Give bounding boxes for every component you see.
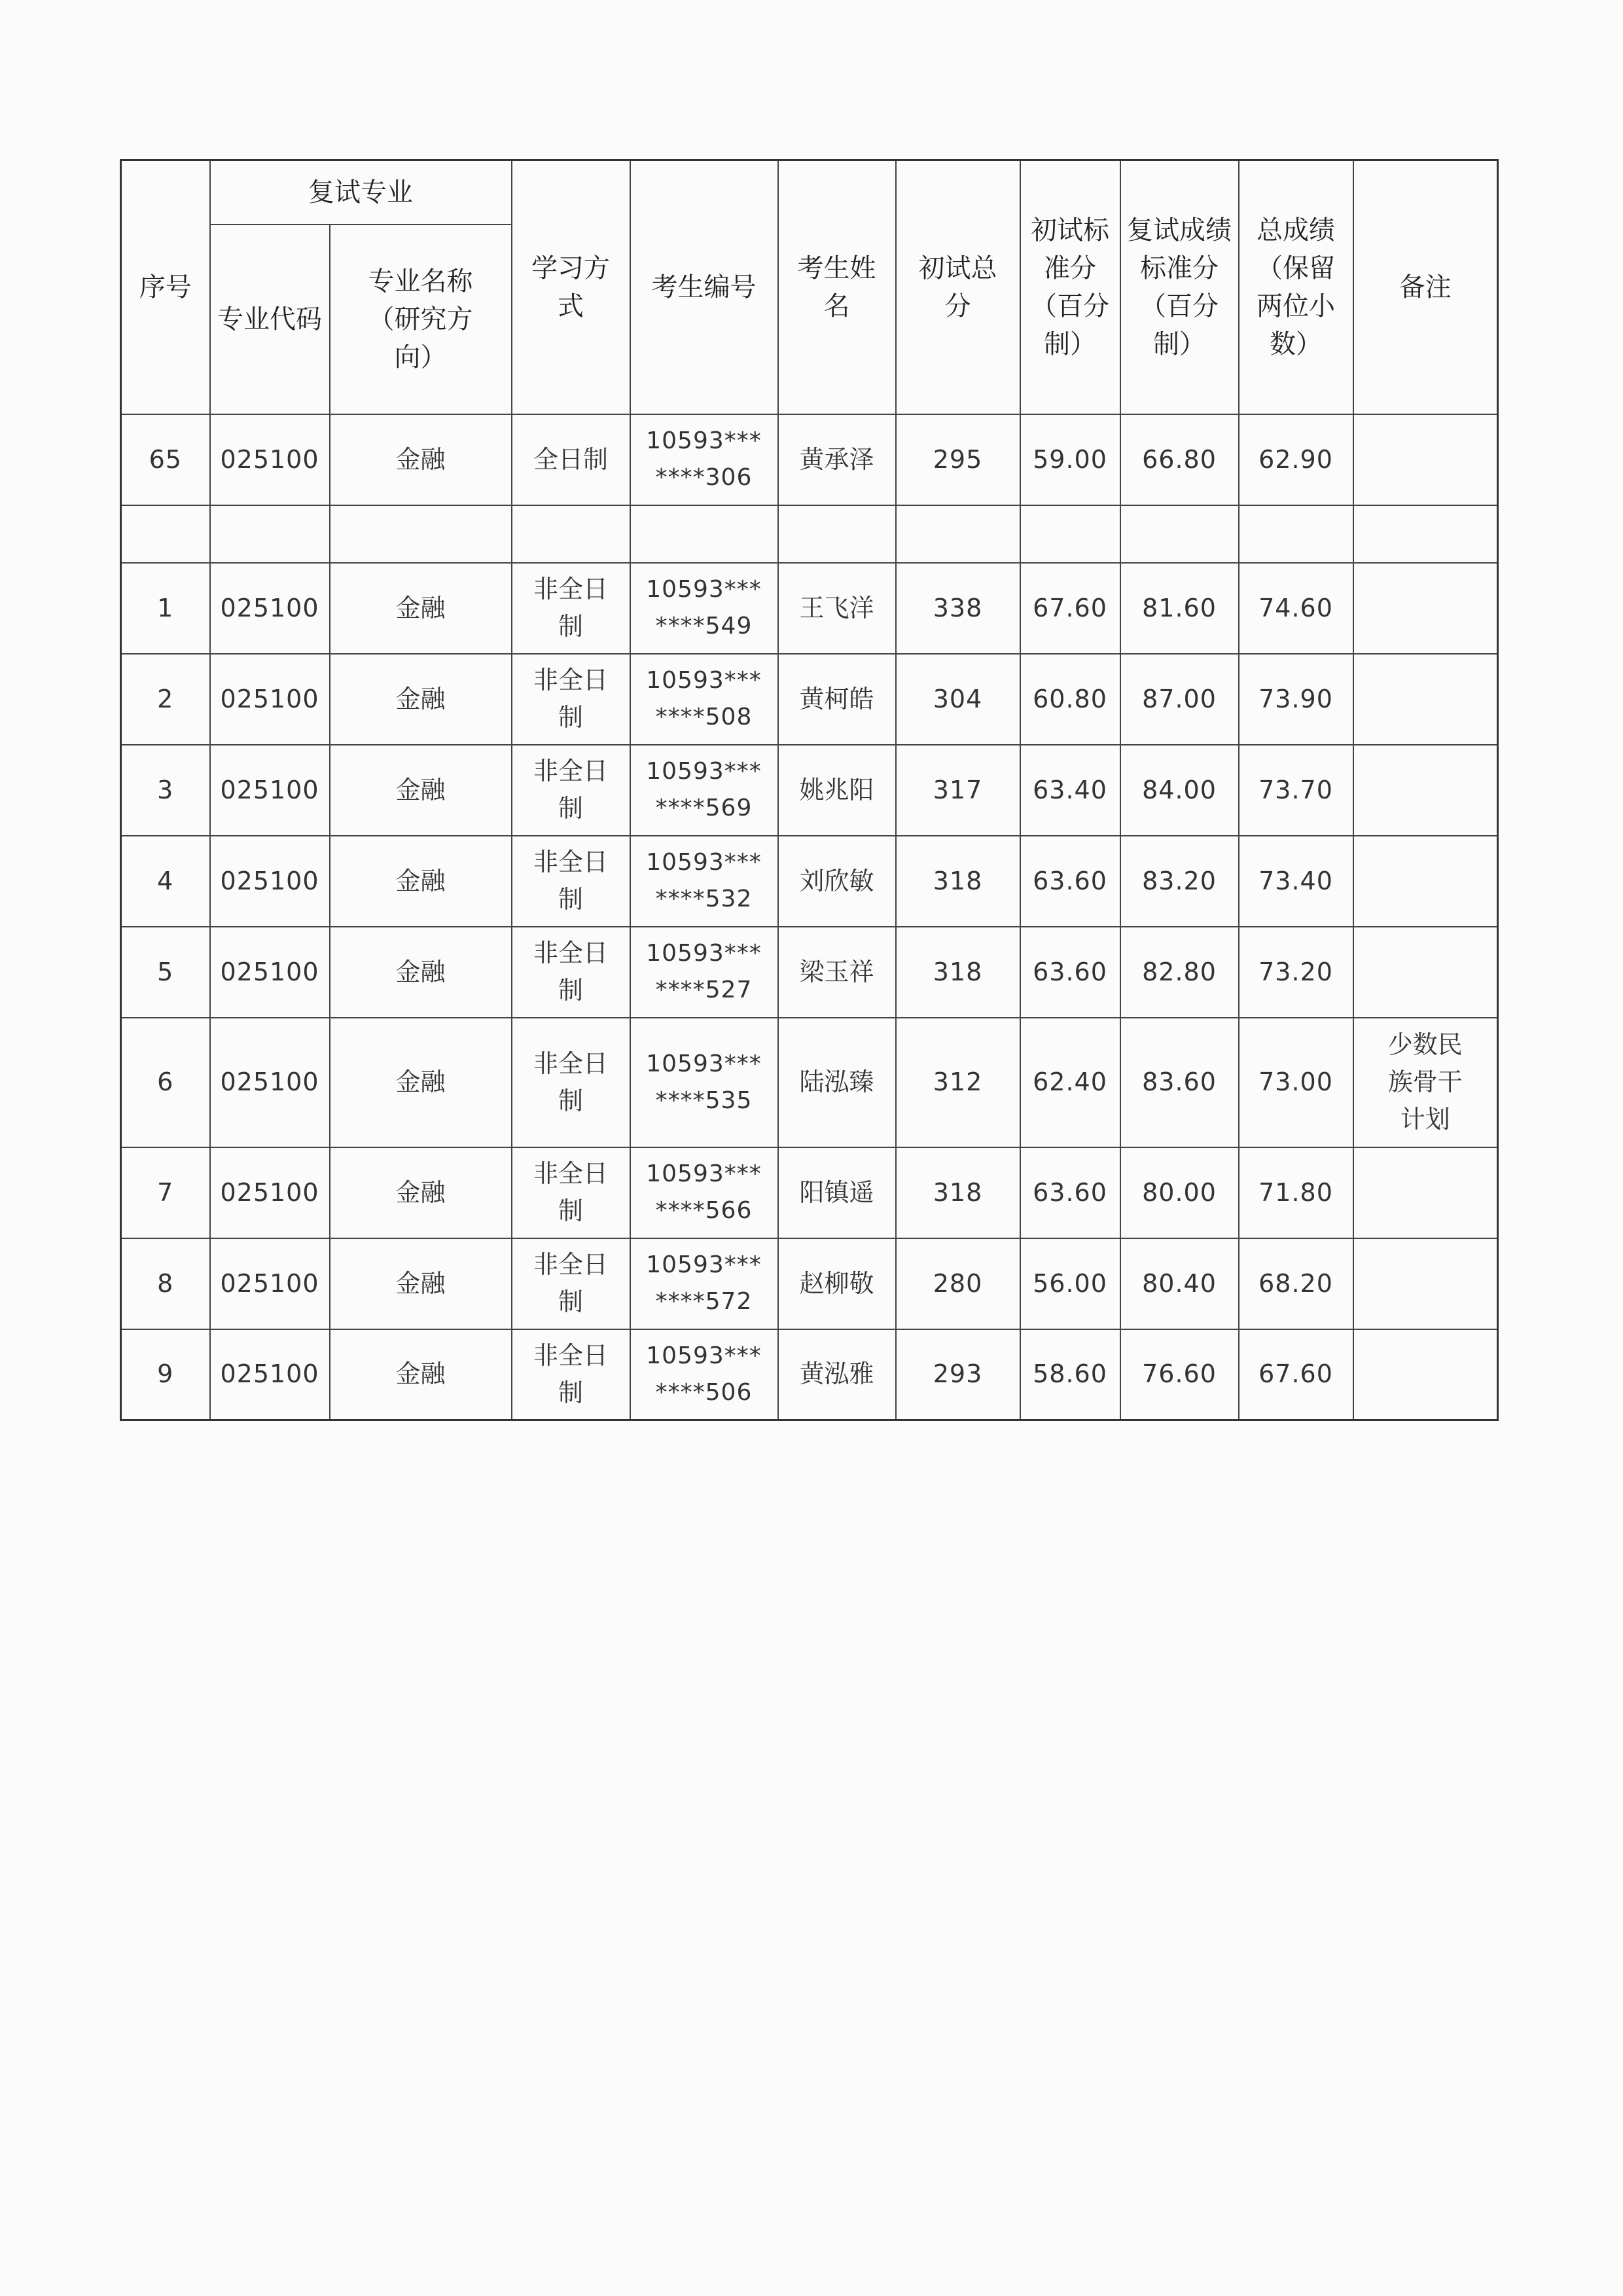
header-final-score: 总成绩（保留两位小数） [1239,160,1353,414]
cell-retest-std: 76.60 [1120,1329,1239,1420]
cell-prelim-std: 58.60 [1020,1329,1120,1420]
cell-final-score: 73.70 [1239,745,1353,836]
cell-final-score: 71.80 [1239,1147,1353,1238]
cell-major-code: 025100 [210,745,330,836]
header-exam-no: 考生编号 [630,160,778,414]
cell-seq: 7 [121,1147,210,1238]
cell-prelim-std: 60.80 [1020,654,1120,745]
cell-final-score: 73.00 [1239,1018,1353,1147]
cell-major-name: 金融 [330,1329,512,1420]
cell-exam-no [630,1329,778,1420]
cell-retest-std: 80.40 [1120,1238,1239,1329]
cell-remark [1353,414,1498,505]
table-row [121,563,1498,654]
cell-study-mode: 非全日制 [512,1238,630,1329]
cell-prelim-total: 293 [896,1329,1020,1420]
table-row [121,1238,1498,1329]
table-row [121,745,1498,836]
cell-seq: 1 [121,563,210,654]
table-row [121,836,1498,927]
table-row [121,1018,1498,1147]
cell-major-name: 金融 [330,836,512,927]
blank-cell [778,505,896,563]
cell-final-score: 62.90 [1239,414,1353,505]
cell-major-name: 金融 [330,745,512,836]
table-row [121,654,1498,745]
cell-major-name: 金融 [330,1018,512,1147]
cell-remark [1353,1329,1498,1420]
cell-name: 姚兆阳 [778,745,896,836]
cell-major-name: 金融 [330,563,512,654]
exam-no-line-2: ****508 [655,704,753,730]
cell-study-mode: 非全日制 [512,1147,630,1238]
exam-no-line-1: 10593*** [646,1160,762,1188]
cell-name: 黄承泽 [778,414,896,505]
cell-name: 黄柯皓 [778,654,896,745]
table-row [121,927,1498,1018]
cell-prelim-std: 62.40 [1020,1018,1120,1147]
cell-remark [1353,836,1498,927]
cell-final-score: 68.20 [1239,1238,1353,1329]
cell-name: 阳镇遥 [778,1147,896,1238]
cell-name: 梁玉祥 [778,927,896,1018]
cell-remark [1353,654,1498,745]
cell-major-code: 025100 [210,563,330,654]
exam-no-line-1: 10593*** [646,427,762,455]
cell-major-code: 025100 [210,1238,330,1329]
blank-cell [330,505,512,563]
cell-study-mode: 非全日制 [512,563,630,654]
cell-seq: 3 [121,745,210,836]
exam-no-line-2: ****549 [655,613,753,639]
cell-retest-std: 81.60 [1120,563,1239,654]
cell-prelim-total: 304 [896,654,1020,745]
cell-retest-std: 87.00 [1120,654,1239,745]
cell-study-mode: 非全日制 [512,836,630,927]
cell-seq: 65 [121,414,210,505]
exam-no-line-1: 10593*** [646,940,762,967]
blank-cell [1353,505,1498,563]
header-prelim-total: 初试总分 [896,160,1020,414]
cell-prelim-total: 312 [896,1018,1020,1147]
exam-no-line-1: 10593*** [646,1342,762,1369]
cell-name: 黄泓雅 [778,1329,896,1420]
exam-no-line-1: 10593*** [646,1251,762,1279]
blank-cell [210,505,330,563]
cell-prelim-std: 63.60 [1020,1147,1120,1238]
exam-no-line-2: ****527 [655,977,753,1003]
cell-study-mode: 非全日制 [512,927,630,1018]
admission-score-table [120,159,1499,1421]
cell-final-score: 73.20 [1239,927,1353,1018]
header-prelim-std: 初试标准分（百分制） [1020,160,1120,414]
header-major-group: 复试专业 [210,160,512,224]
cell-seq: 9 [121,1329,210,1420]
cell-remark [1353,1147,1498,1238]
exam-no-line-2: ****506 [655,1378,753,1406]
cell-name: 王飞洋 [778,563,896,654]
cell-prelim-total: 295 [896,414,1020,505]
cell-seq: 2 [121,654,210,745]
cell-exam-no [630,745,778,836]
cell-prelim-std: 56.00 [1020,1238,1120,1329]
cell-remark [1353,745,1498,836]
header-seq: 序号 [121,160,210,414]
cell-major-name: 金融 [330,414,512,505]
cell-major-code: 025100 [210,654,330,745]
exam-no-line-2: ****535 [655,1086,753,1114]
cell-retest-std: 82.80 [1120,927,1239,1018]
cell-study-mode: 全日制 [512,414,630,505]
exam-no-line-2: ****569 [655,795,753,821]
cell-prelim-total: 318 [896,1147,1020,1238]
cell-retest-std: 84.00 [1120,745,1239,836]
cell-name: 赵柳敬 [778,1238,896,1329]
cell-study-mode: 非全日制 [512,1018,630,1147]
blank-separator-row [121,505,1498,563]
header-study-mode: 学习方式 [512,160,630,414]
cell-major-name: 金融 [330,1147,512,1238]
blank-cell [512,505,630,563]
cell-remark [1353,927,1498,1018]
cell-major-name: 金融 [330,654,512,745]
cell-final-score: 74.60 [1239,563,1353,654]
cell-seq: 6 [121,1018,210,1147]
cell-exam-no [630,563,778,654]
cell-retest-std: 83.60 [1120,1018,1239,1147]
blank-cell [896,505,1020,563]
cell-name: 刘欣敏 [778,836,896,927]
cell-exam-no [630,1018,778,1147]
cell-major-code: 025100 [210,1329,330,1420]
cell-remark: 少数民族骨干计划 [1353,1018,1498,1147]
blank-cell [121,505,210,563]
header-major-code: 专业代码 [210,224,330,414]
table-row [121,1147,1498,1238]
cell-prelim-total: 280 [896,1238,1020,1329]
cell-study-mode: 非全日制 [512,654,630,745]
cell-prelim-std: 63.60 [1020,836,1120,927]
exam-no-line-2: ****306 [655,464,753,491]
cell-major-code: 025100 [210,1147,330,1238]
header-retest-std: 复试成绩标准分（百分制） [1120,160,1239,414]
cell-major-code: 025100 [210,414,330,505]
exam-no-line-1: 10593*** [646,849,762,876]
cell-retest-std: 66.80 [1120,414,1239,505]
table-row [121,1329,1498,1420]
cell-major-name: 金融 [330,1238,512,1329]
cell-prelim-total: 318 [896,836,1020,927]
cell-prelim-total: 318 [896,927,1020,1018]
exam-no-line-2: ****532 [655,886,753,912]
cell-prelim-std: 63.40 [1020,745,1120,836]
cell-exam-no [630,1238,778,1329]
cell-final-score: 73.90 [1239,654,1353,745]
cell-seq: 4 [121,836,210,927]
cell-retest-std: 80.00 [1120,1147,1239,1238]
blank-cell [1120,505,1239,563]
header-major-name: 专业名称（研究方向） [330,224,512,414]
cell-prelim-total: 338 [896,563,1020,654]
exam-no-line-1: 10593*** [646,667,762,694]
cell-seq: 5 [121,927,210,1018]
blank-cell [1020,505,1120,563]
exam-no-line-1: 10593*** [646,758,762,785]
exam-no-line-2: ****572 [655,1288,753,1315]
cell-major-code: 025100 [210,927,330,1018]
blank-cell [630,505,778,563]
header-name: 考生姓名 [778,160,896,414]
cell-study-mode: 非全日制 [512,745,630,836]
cell-exam-no [630,927,778,1018]
cell-seq: 8 [121,1238,210,1329]
cell-retest-std: 83.20 [1120,836,1239,927]
cell-final-score: 73.40 [1239,836,1353,927]
cell-exam-no [630,1147,778,1238]
exam-no-line-2: ****566 [655,1197,753,1224]
header-remark: 备注 [1353,160,1498,414]
cell-major-code: 025100 [210,1018,330,1147]
cell-prelim-std: 67.60 [1020,563,1120,654]
table-row [121,414,1498,505]
exam-no-line-1: 10593*** [646,1050,762,1077]
cell-remark [1353,1238,1498,1329]
cell-prelim-std: 63.60 [1020,927,1120,1018]
cell-major-code: 025100 [210,836,330,927]
cell-study-mode: 非全日制 [512,1329,630,1420]
cell-final-score: 67.60 [1239,1329,1353,1420]
cell-name: 陆泓臻 [778,1018,896,1147]
exam-no-line-1: 10593*** [646,576,762,603]
cell-exam-no [630,836,778,927]
cell-prelim-std: 59.00 [1020,414,1120,505]
blank-cell [1239,505,1353,563]
cell-prelim-total: 317 [896,745,1020,836]
cell-remark [1353,563,1498,654]
cell-exam-no [630,654,778,745]
cell-exam-no [630,414,778,505]
cell-major-name: 金融 [330,927,512,1018]
